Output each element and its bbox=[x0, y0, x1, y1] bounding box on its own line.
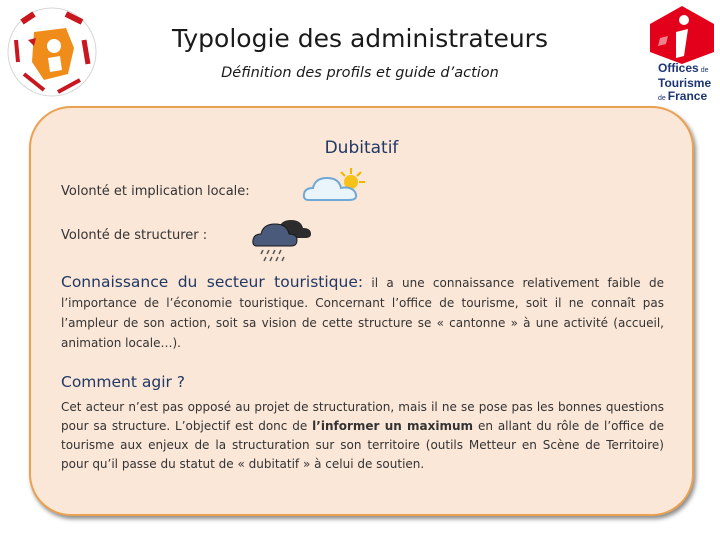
knowledge-text: il a une connaissance relativement faible de l’importance de l’économie touristique. Concernant l’office de tourisme, soit il ne connaît pas l’ampleur de son action, soit sa vision de cette structure se « cantonne » à une activité (accueil, animation locale…). bbox=[61, 276, 664, 350]
logo-line3: France bbox=[667, 89, 708, 103]
logo-text bbox=[658, 62, 720, 105]
rain-cloud-icon bbox=[251, 214, 315, 266]
page-title: Typologie des administrateurs bbox=[172, 24, 548, 53]
profile-card bbox=[29, 106, 694, 516]
cloud-sun-icon bbox=[301, 166, 371, 206]
how-to-act-heading: Comment agir ? bbox=[61, 373, 186, 391]
logo-line3-small: de bbox=[658, 95, 666, 102]
structuring-will-label: Volonté de structurer : bbox=[61, 228, 208, 243]
how-to-act-paragraph bbox=[61, 398, 664, 474]
logo-line2: Tourisme bbox=[658, 76, 712, 90]
metteur-en-scene-logo bbox=[4, 0, 100, 104]
how-to-act-text-end: en allant du rôle de l’office de tourisme aux enjeux de la structuration sur son territoire (outils Metteur en Scène de Territoire) pour qu’il passe du statut de « dubitatif » à celui de soutien. bbox=[61, 419, 664, 471]
logo-line1-small: de bbox=[700, 67, 709, 74]
knowledge-heading: Connaissance du secteur touristique: bbox=[61, 273, 364, 291]
logo-line1: Offices bbox=[658, 61, 699, 75]
how-to-act-text-start: Cet acteur n’est pas opposé au projet de structuration, mais il ne se pose pas les bonnes questions pour sa structure. L’objectif est donc de bbox=[61, 400, 664, 433]
offices-de-tourisme-logo bbox=[646, 4, 718, 108]
local-involvement-label: Volonté et implication locale: bbox=[61, 184, 250, 199]
knowledge-paragraph bbox=[61, 272, 664, 353]
how-to-act-emphasis: l’informer un maximum bbox=[312, 419, 474, 433]
page-subtitle: Définition des profils et guide d’action bbox=[221, 65, 499, 81]
profile-title: Dubitatif bbox=[324, 138, 399, 158]
